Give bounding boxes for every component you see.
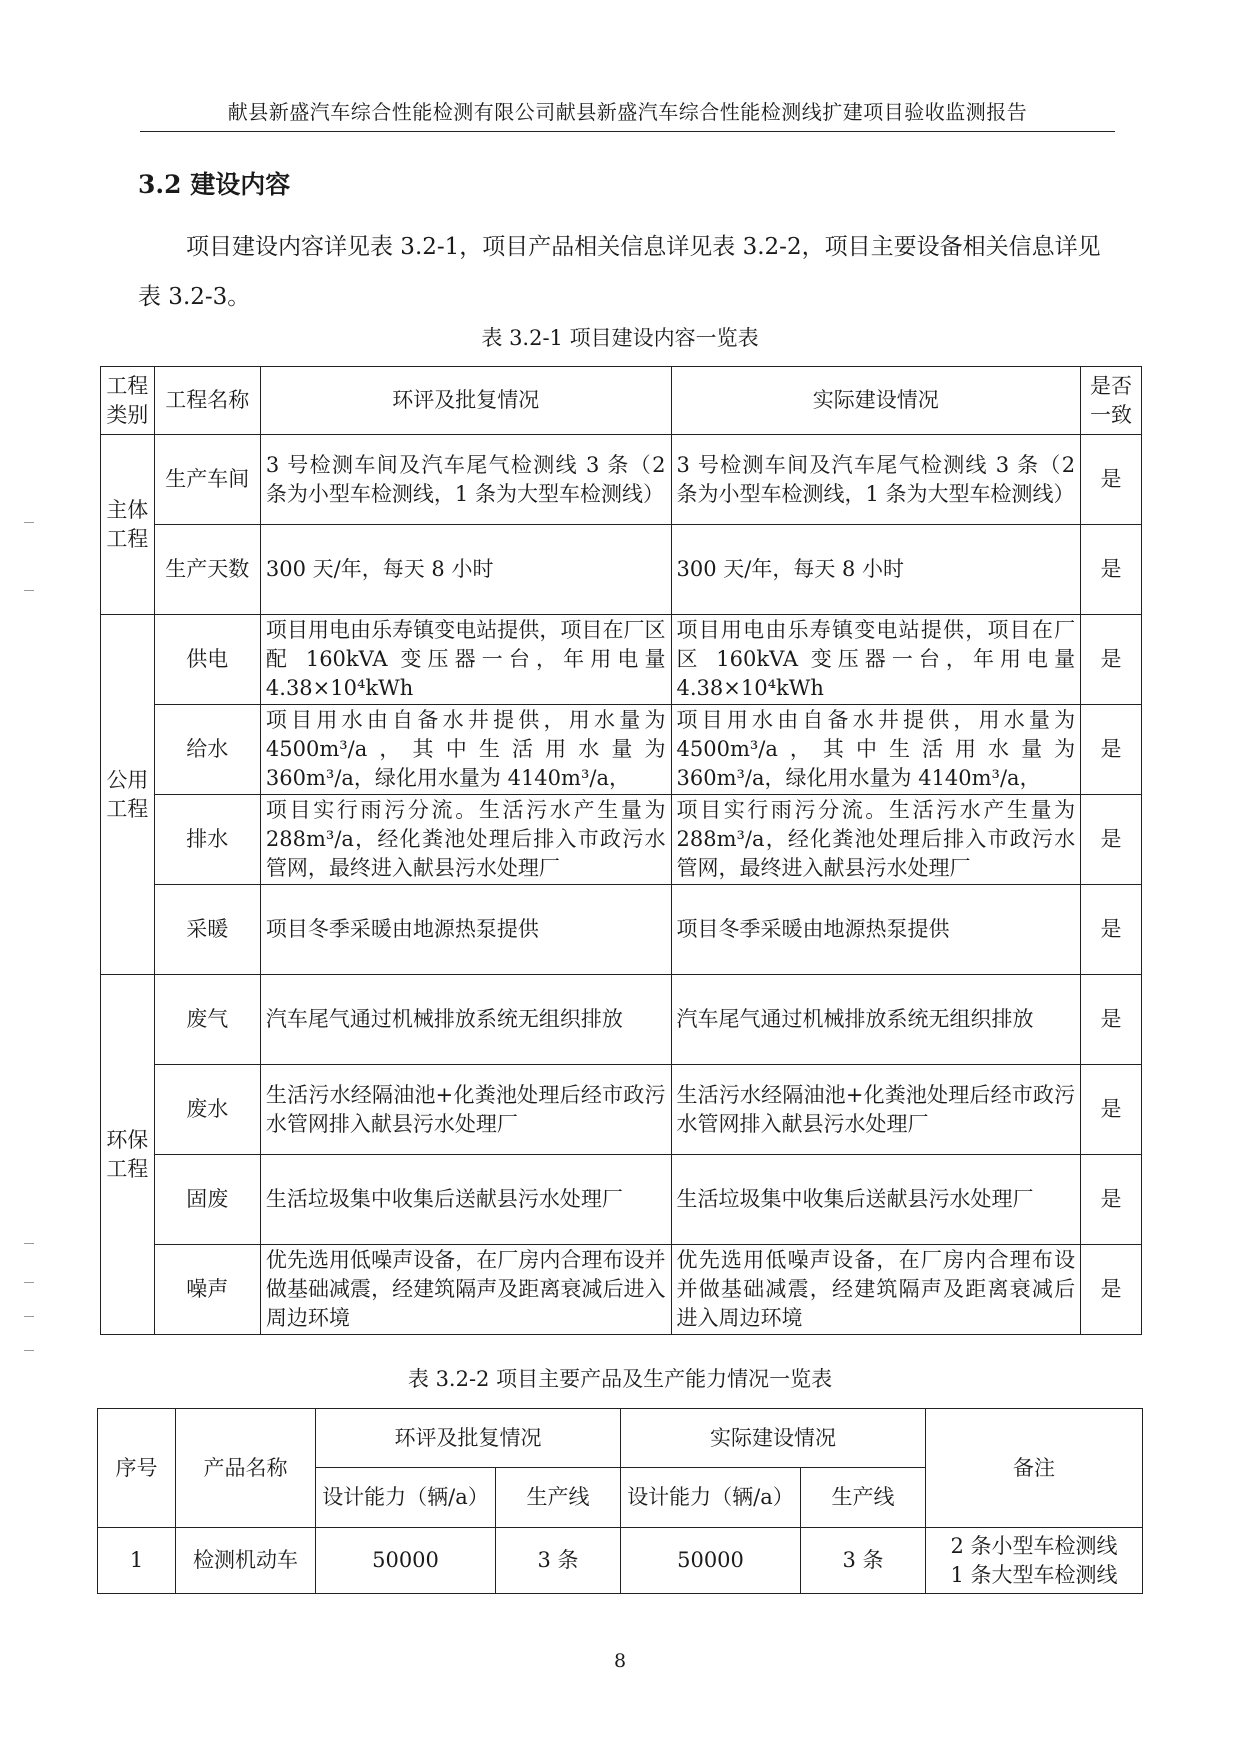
table1-caption: 表 3.2-1 项目建设内容一览表 <box>481 326 759 350</box>
intro-paragraph-text: 项目建设内容详见表 3.2-1，项目产品相关信息详见表 3.2-2，项目主要设备相关信息详见表 3.2-3。 <box>138 234 1101 310</box>
table-row <box>101 525 1142 615</box>
actual-cell: 汽车尾气通过机械排放系统无组织排放 <box>671 975 1081 1065</box>
consistent-cell: 是 <box>1081 1245 1142 1335</box>
table-row <box>101 975 1142 1065</box>
actual-cell: 生活污水经隔油池+化粪池处理后经市政污水管网排入献县污水处理厂 <box>671 1065 1081 1155</box>
section-title: 3.2 建设内容 <box>138 170 291 199</box>
actual-cell: 项目实行雨污分流。生活污水产生量为 288m³/a，经化粪池处理后排入市政污水管网，最终进入献县污水处理厂 <box>671 795 1081 885</box>
header-actual: 实际建设情况 <box>621 1409 926 1468</box>
scan-edge-mark <box>24 1243 34 1244</box>
consistent-cell: 是 <box>1081 615 1142 705</box>
scan-edge-mark <box>24 522 34 523</box>
table2-header-row <box>98 1409 1143 1468</box>
product-cell: 检测机动车 <box>176 1528 316 1594</box>
table-row <box>101 615 1142 705</box>
actual-cell: 3 号检测车间及汽车尾气检测线 3 条（2 条为小型车检测线，1 条为大型车检测线） <box>671 435 1081 525</box>
project-name-cell: 废水 <box>154 1065 260 1155</box>
header-planned: 环评及批复情况 <box>316 1409 621 1468</box>
actual-lines-cell: 3 条 <box>801 1528 926 1594</box>
table-row <box>101 435 1142 525</box>
planned-lines-cell: 3 条 <box>496 1528 621 1594</box>
header-product: 产品名称 <box>176 1409 316 1528</box>
actual-cell: 项目冬季采暖由地源热泵提供 <box>671 885 1081 975</box>
header-no: 序号 <box>98 1409 176 1528</box>
consistent-cell: 是 <box>1081 705 1142 795</box>
table1-header-row <box>101 367 1142 435</box>
project-name-cell: 噪声 <box>154 1245 260 1335</box>
actual-cell: 300 天/年，每天 8 小时 <box>671 525 1081 615</box>
header-actual-lines: 生产线 <box>801 1468 926 1528</box>
table-row <box>101 705 1142 795</box>
planned-cell: 汽车尾气通过机械排放系统无组织排放 <box>260 975 671 1065</box>
planned-capacity-cell: 50000 <box>316 1528 496 1594</box>
construction-content-table <box>100 366 1142 1335</box>
header-planned-capacity: 设计能力（辆/a） <box>316 1468 496 1528</box>
planned-cell: 生活污水经隔油池+化粪池处理后经市政污水管网排入献县污水处理厂 <box>260 1065 671 1155</box>
consistent-cell: 是 <box>1081 975 1142 1065</box>
planned-cell: 生活垃圾集中收集后送献县污水处理厂 <box>260 1155 671 1245</box>
project-name-cell: 排水 <box>154 795 260 885</box>
planned-cell: 300 天/年，每天 8 小时 <box>260 525 671 615</box>
remark-line: 1 条大型车检测线 <box>950 1562 1118 1587</box>
category-cell: 主体工程 <box>101 435 155 615</box>
project-name-cell: 固废 <box>154 1155 260 1245</box>
category-cell: 公用工程 <box>101 615 155 975</box>
consistent-cell: 是 <box>1081 1065 1142 1155</box>
project-name-cell: 给水 <box>154 705 260 795</box>
remark-cell <box>926 1528 1143 1594</box>
header-actual-capacity: 设计能力（辆/a） <box>621 1468 801 1528</box>
table2-caption: 表 3.2-2 项目主要产品及生产能力情况一览表 <box>407 1367 833 1391</box>
product-capacity-table <box>97 1408 1143 1594</box>
header-remark: 备注 <box>926 1409 1143 1528</box>
page-number: 8 <box>613 1650 627 1672</box>
actual-cell: 项目用水由自备水井提供，用水量为 4500m³/a，其中生活用水量为 360m³/a，绿化用水量为 4140m³/a， <box>671 705 1081 795</box>
header-actual: 实际建设情况 <box>671 367 1081 435</box>
category-cell: 环保工程 <box>101 975 155 1335</box>
actual-capacity-cell: 50000 <box>621 1528 801 1594</box>
header-consistent: 是否一致 <box>1081 367 1142 435</box>
scan-edge-mark <box>24 590 34 591</box>
table-row <box>98 1528 1143 1594</box>
project-name-cell: 生产天数 <box>154 525 260 615</box>
header-planned-lines: 生产线 <box>496 1468 621 1528</box>
header-name: 工程名称 <box>154 367 260 435</box>
actual-cell: 项目用电由乐寿镇变电站提供，项目在厂区 160kVA 变压器一台，年用电量 4.38×10⁴kWh <box>671 615 1081 705</box>
planned-cell: 项目实行雨污分流。生活污水产生量为 288m³/a，经化粪池处理后排入市政污水管网，最终进入献县污水处理厂 <box>260 795 671 885</box>
header-planned: 环评及批复情况 <box>260 367 671 435</box>
planned-cell: 3 号检测车间及汽车尾气检测线 3 条（2 条为小型车检测线，1 条为大型车检测线） <box>260 435 671 525</box>
planned-cell: 项目用电由乐寿镇变电站提供，项目在厂区配 160kVA 变压器一台，年用电量 4.38×10⁴kWh <box>260 615 671 705</box>
no-cell: 1 <box>98 1528 176 1594</box>
table-row <box>101 1245 1142 1335</box>
project-name-cell: 供电 <box>154 615 260 705</box>
scan-edge-mark <box>24 1350 34 1351</box>
consistent-cell: 是 <box>1081 525 1142 615</box>
report-header: 献县新盛汽车综合性能检测有限公司献县新盛汽车综合性能检测线扩建项目验收监测报告 <box>140 96 1115 132</box>
header-category: 工程类别 <box>101 367 155 435</box>
actual-cell: 优先选用低噪声设备，在厂房内合理布设并做基础减震，经建筑隔声及距离衰减后进入周边环境 <box>671 1245 1081 1335</box>
actual-cell: 生活垃圾集中收集后送献县污水处理厂 <box>671 1155 1081 1245</box>
planned-cell: 项目冬季采暖由地源热泵提供 <box>260 885 671 975</box>
table-row <box>101 885 1142 975</box>
planned-cell: 项目用水由自备水井提供，用水量为 4500m³/a，其中生活用水量为 360m³/a，绿化用水量为 4140m³/a， <box>260 705 671 795</box>
table-row <box>101 795 1142 885</box>
scan-edge-mark <box>24 1316 34 1317</box>
scan-edge-mark <box>24 1282 34 1283</box>
table-row <box>101 1155 1142 1245</box>
table-row <box>101 1065 1142 1155</box>
consistent-cell: 是 <box>1081 1155 1142 1245</box>
consistent-cell: 是 <box>1081 795 1142 885</box>
project-name-cell: 生产车间 <box>154 435 260 525</box>
intro-paragraph <box>138 222 1113 322</box>
consistent-cell: 是 <box>1081 885 1142 975</box>
remark-line: 2 条小型车检测线 <box>950 1533 1118 1558</box>
project-name-cell: 采暖 <box>154 885 260 975</box>
consistent-cell: 是 <box>1081 435 1142 525</box>
planned-cell: 优先选用低噪声设备，在厂房内合理布设并做基础减震，经建筑隔声及距离衰减后进入周边环境 <box>260 1245 671 1335</box>
project-name-cell: 废气 <box>154 975 260 1065</box>
